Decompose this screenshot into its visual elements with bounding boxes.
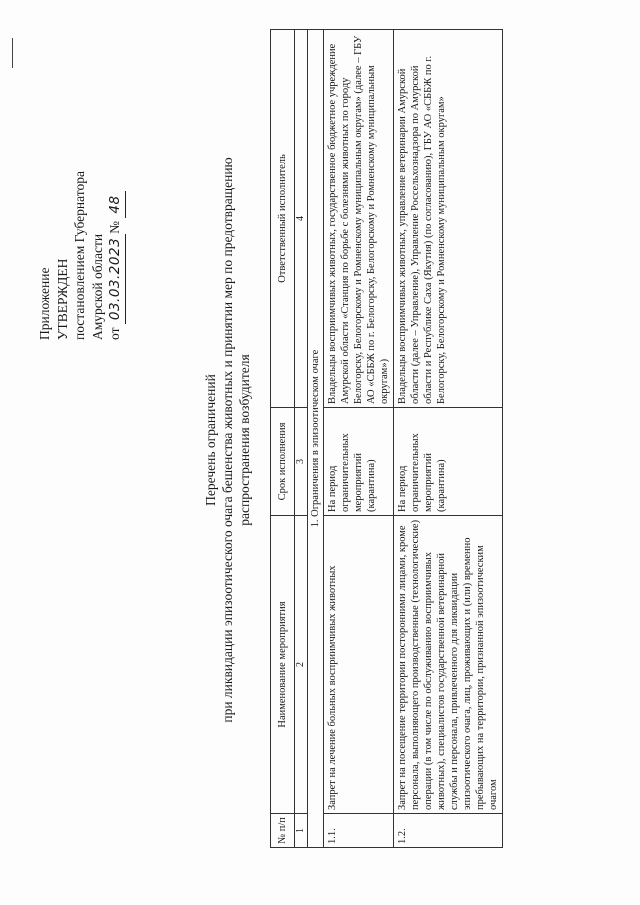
- header-term: Срок исполнения: [271, 408, 295, 516]
- row-term: На период ограничительных мероприятий (карантина): [324, 408, 394, 516]
- column-number-row: [295, 30, 308, 848]
- row-number: 1.1.: [324, 814, 394, 848]
- restrictions-table: [270, 29, 503, 848]
- handwritten-date: 03.03.2023: [107, 234, 126, 324]
- header-executor: Ответственный исполнитель: [271, 30, 295, 408]
- header-appendix: Приложение: [37, 267, 52, 340]
- header-approved: УТВЕРЖДЕН: [54, 258, 70, 340]
- header-date-number: [106, 171, 126, 340]
- table-row: [394, 30, 503, 848]
- header-number: № п/п: [271, 814, 295, 848]
- title-line-2: при ликвидации эпизоотического очага бешенства животных и принятии мер по предотвращению: [220, 157, 235, 723]
- header-decree: постановлением Губернатора: [72, 171, 87, 340]
- title-line-3: распространения возбудителя: [237, 354, 252, 526]
- column-number: 1: [295, 814, 308, 848]
- row-term: На период ограничительных мероприятий (карантина): [394, 408, 503, 516]
- row-measure: Запрет на посещение территории посторонними лицами, кроме персонала, выполняющего производственные (технологические) операции (в том числе по обслуживанию восприимчивых животных), специалистов государственной ветеринарной службы и персонала, привлеченного для ликвидации эпизоотического очага, лиц, проживающих и (или) временно пребывающих на территории, признанной эпизоотическим очагом: [394, 516, 503, 814]
- column-number: 3: [295, 408, 308, 516]
- title-line-1: Перечень ограничений: [203, 374, 218, 506]
- row-number: 1.2.: [394, 814, 503, 848]
- number-prefix: №: [107, 220, 122, 234]
- section-title: 1. Ограничения в эпизоотическом очаге: [308, 30, 324, 848]
- table-row: [324, 30, 394, 848]
- row-executor: Владельцы восприимчивых животных, государственное бюджетное учреждение Амурской области «Станция по борьбе с болезнями животных по городу Белогорску, Белогорскому и Ромненскому муниципальным округам» (далее – ГБУ АО «СББЖ по г. Белогорску, Белогорскому и Ромненскому муниципальным округам»): [324, 30, 394, 408]
- approval-header: [36, 171, 126, 340]
- header-region: Амурской области: [89, 233, 105, 340]
- document-title: [202, 0, 253, 880]
- row-executor: Владельцы восприимчивых животных, управление ветеринарии Амурской области (далее – Управление), Управление Россельхознадзора по Амурской области и Республике Саха (Якутия) (по согласованию), ГБУ АО «СББЖ по г. Белогорску, Белогорскому и Ромненскому муниципальным округам»: [394, 30, 503, 408]
- header-measure: Наименование мероприятия: [271, 516, 295, 814]
- column-number: 2: [295, 516, 308, 814]
- column-number: 4: [295, 30, 308, 408]
- handwritten-number: 48: [107, 191, 126, 217]
- table-header-row: [271, 30, 295, 848]
- date-prefix: от: [107, 327, 122, 340]
- section-row: [308, 30, 324, 848]
- row-measure: Запрет на лечение больных восприимчивых животных: [324, 516, 394, 814]
